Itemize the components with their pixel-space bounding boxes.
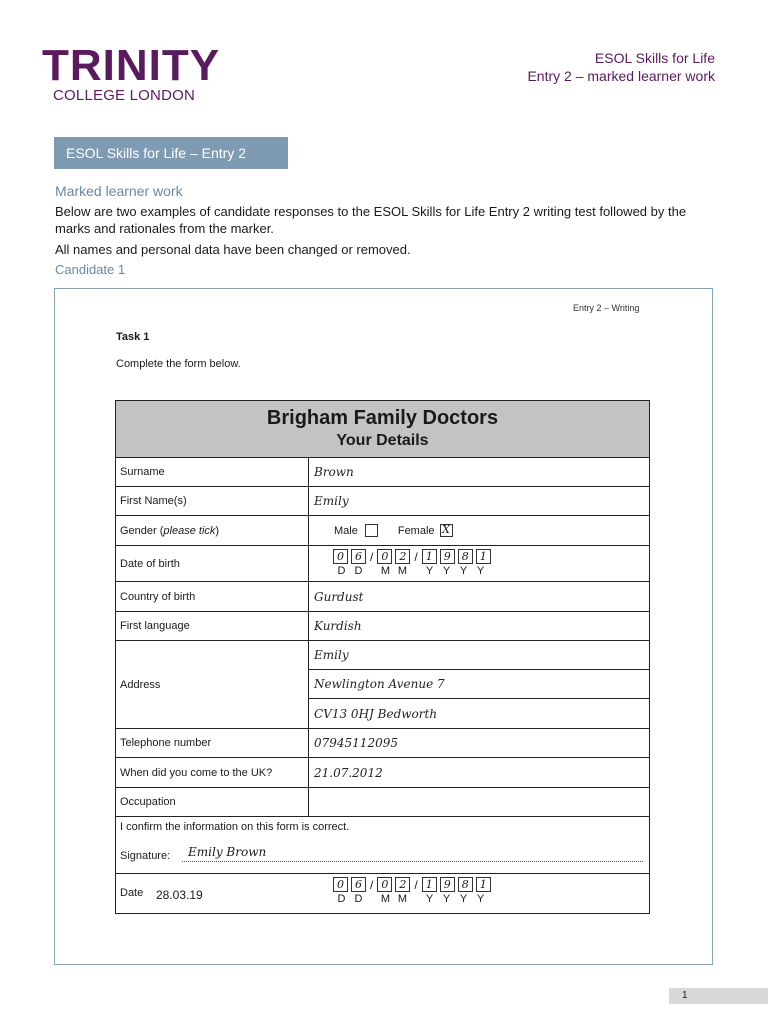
dob-digit[interactable]: 1 [422,549,437,564]
date-letter: M [380,893,391,905]
language-label: First language [116,612,309,640]
dob-label: Date of birth [116,546,309,581]
gender-label-hint: please tick [163,524,216,537]
task-title: Task 1 [116,331,150,343]
date-letter: Y [425,893,434,905]
date-letter: M [397,893,408,905]
paper-tag: Entry 2 – Writing [573,303,640,313]
level-banner: ESOL Skills for Life – Entry 2 [54,137,288,169]
confirmation-text: I confirm the information on this form is correct. [120,821,350,833]
form-row-dob [116,546,649,582]
male-label: Male [334,524,358,537]
date-letter: Y [425,565,434,577]
task-instruction: Complete the form below. [116,358,241,370]
date-digit[interactable]: 0 [333,877,348,892]
header-line-1: ESOL Skills for Life [594,50,715,66]
date-letter: Y [459,893,468,905]
form-header [116,401,649,458]
dob-digit[interactable]: 2 [395,549,410,564]
date-letter: D [337,893,346,905]
form-row-surname [116,458,649,487]
date-format-labels [333,893,494,905]
details-form [115,400,650,914]
header-line-2: Entry 2 – marked learner work [527,68,715,84]
dob-digit[interactable]: 0 [333,549,348,564]
section-title: Marked learner work [55,183,183,199]
date-separator: / [370,877,374,892]
female-label: Female [397,524,435,537]
form-row-phone [116,729,649,758]
date-separator: / [414,549,418,564]
date-digit[interactable]: 9 [440,877,455,892]
intro-paragraph: All names and personal data have been changed or removed. [55,242,411,257]
gender-options [309,516,649,545]
country-field[interactable]: Gurdust [314,589,364,604]
form-row-address [116,641,649,729]
gender-label-text: Gender ( [120,524,164,537]
date-digit[interactable]: 6 [351,877,366,892]
date-field[interactable] [333,877,494,905]
first-name-label: First Name(s) [116,487,309,515]
date-digit[interactable]: 1 [422,877,437,892]
date-written[interactable]: 28.03.19 [156,888,203,902]
form-title: Brigham Family Doctors [266,407,499,429]
signature-field[interactable]: Emily Brown [188,845,267,859]
dob-digit[interactable]: 1 [476,549,491,564]
address-line-1[interactable]: Emily [314,648,349,662]
page-number: 1 [669,988,768,1004]
form-row-uk-arrival [116,758,649,788]
address-line-2[interactable]: Newlington Avenue 7 [314,677,445,691]
date-format-labels [333,565,494,577]
phone-label: Telephone number [116,729,309,757]
dob-field[interactable] [333,549,494,577]
surname-label: Surname [116,458,309,486]
surname-field[interactable]: Brown [314,465,354,479]
date-letter: Y [476,565,485,577]
intro-text [55,203,715,262]
date-letter: Y [442,565,451,577]
dob-digit[interactable]: 9 [440,549,455,564]
form-row-country [116,582,649,612]
address-line-3[interactable]: CV13 0HJ Bedworth [314,706,438,721]
date-letter: Y [459,565,468,577]
date-digit[interactable]: 2 [395,877,410,892]
form-subtitle: Your Details [336,432,429,449]
country-label: Country of birth [116,582,309,611]
uk-arrival-label: When did you come to the UK? [116,758,309,787]
form-row-language [116,612,649,641]
dob-digit[interactable]: 8 [458,549,473,564]
date-letter: Y [476,893,485,905]
intro-paragraph: Below are two examples of candidate responses to the ESOL Skills for Life Entry 2 writing test followed by the marks and rationales from the marker. [55,204,687,236]
form-row-date [116,874,649,913]
trinity-logo: TRINITY [42,41,221,90]
dob-digit[interactable]: 0 [377,549,392,564]
candidate-label: Candidate 1 [55,262,126,277]
form-row-first-name [116,487,649,516]
gender-label [116,516,309,545]
date-letter: D [354,893,363,905]
document-header [527,49,715,85]
uk-arrival-field[interactable]: 21.07.2012 [314,765,383,780]
first-name-field[interactable]: Emily [314,494,349,508]
occupation-label: Occupation [116,788,309,816]
date-digit[interactable]: 0 [377,877,392,892]
date-digit[interactable]: 1 [476,877,491,892]
date-letter: Y [442,893,451,905]
date-letter: M [380,565,391,577]
date-label: Date [120,887,144,899]
dob-digit[interactable]: 6 [351,549,366,564]
date-digit[interactable]: 8 [458,877,473,892]
trinity-logo-subtitle: COLLEGE LONDON [53,87,196,104]
language-field[interactable]: Kurdish [314,619,362,633]
occupation-field[interactable] [309,788,649,816]
date-letter: M [397,565,408,577]
signature-line [182,861,643,862]
confirmation-section [116,817,649,874]
date-letter: D [337,565,346,577]
form-row-gender [116,516,649,546]
phone-field[interactable]: 07945112095 [314,736,398,750]
date-separator: / [414,877,418,892]
female-checkbox[interactable]: X [440,524,453,537]
date-separator: / [370,549,374,564]
gender-label-close: ) [215,524,220,537]
date-letter: D [354,565,363,577]
address-label: Address [116,641,309,728]
signature-label: Signature: [120,850,171,862]
form-row-occupation [116,788,649,817]
male-checkbox[interactable] [365,524,378,537]
